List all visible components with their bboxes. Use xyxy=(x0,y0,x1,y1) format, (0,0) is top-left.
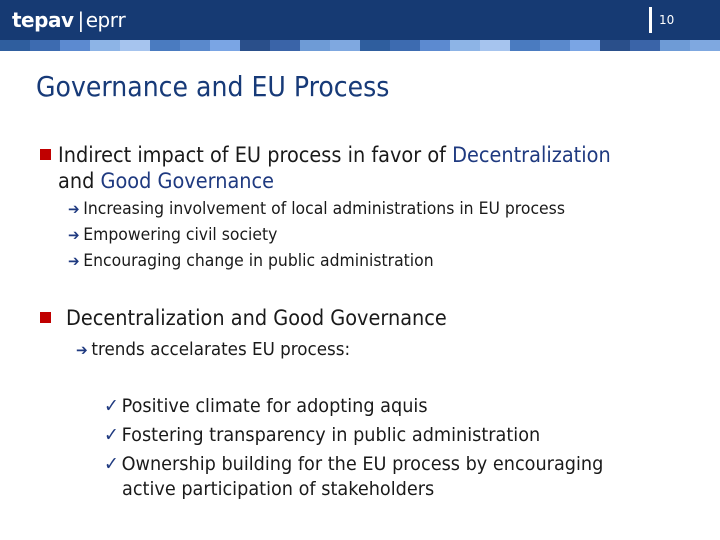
bullet-1-line-1 xyxy=(58,142,611,168)
strip-segment xyxy=(210,40,240,51)
check-item-2 xyxy=(104,422,540,448)
strip-segment xyxy=(540,40,570,51)
bullet-1-text-b: and xyxy=(58,169,101,193)
sub-item-1-text: Increasing involvement of local administrations in EU process xyxy=(83,199,565,219)
page-divider xyxy=(649,7,652,33)
strip-segment xyxy=(60,40,90,51)
strip-segment xyxy=(450,40,480,51)
logo-epr: epr xyxy=(85,8,118,32)
sub-item-3 xyxy=(68,248,434,274)
sub-item-2 xyxy=(68,222,277,248)
logo-separator: | xyxy=(77,8,84,32)
check-item-3 xyxy=(104,451,603,477)
check-item-1 xyxy=(104,393,428,419)
logo-r: r xyxy=(117,8,126,32)
bullet-2-sub xyxy=(76,337,350,363)
strip-segment xyxy=(150,40,180,51)
strip-segment xyxy=(270,40,300,51)
page-number: 10 xyxy=(659,13,675,27)
sub-item-2-text: Empowering civil society xyxy=(83,225,278,245)
slide-title: Governance and EU Process xyxy=(36,70,390,103)
strip-segment xyxy=(330,40,360,51)
bullet-1-line-2 xyxy=(58,168,274,194)
strip-segment xyxy=(570,40,600,51)
check-item-3-continued: active participation of stakeholders xyxy=(122,478,435,500)
check-item-1-text: Positive climate for adopting aquis xyxy=(121,395,428,417)
strip-segment xyxy=(300,40,330,51)
strip-segment xyxy=(690,40,720,51)
sub-item-1 xyxy=(68,196,565,222)
strip-segment xyxy=(510,40,540,51)
strip-segment xyxy=(480,40,510,51)
color-strip xyxy=(0,40,720,51)
strip-segment xyxy=(360,40,390,51)
check-item-3-text: Ownership building for the EU process by encouraging xyxy=(121,453,604,475)
logo xyxy=(12,6,125,34)
strip-segment xyxy=(90,40,120,51)
square-bullet-icon xyxy=(40,312,51,323)
arrow-right-icon: ➔ xyxy=(68,252,80,270)
strip-segment xyxy=(0,40,30,51)
strip-segment xyxy=(630,40,660,51)
sub-item-3-text: Encouraging change in public administration xyxy=(83,251,434,271)
bullet-1-highlight-a: Decentralization xyxy=(452,143,611,167)
bullet-1-text-a: Indirect impact of EU process in favor of xyxy=(58,143,453,167)
bullet-2-text: Decentralization and Good Governance xyxy=(66,306,447,330)
logo-tepav: tepav xyxy=(12,8,74,32)
strip-segment xyxy=(240,40,270,51)
strip-segment xyxy=(30,40,60,51)
strip-segment xyxy=(120,40,150,51)
check-icon: ✓ xyxy=(104,395,119,417)
bullet-2-sub-text: trends accelarates EU process: xyxy=(91,339,351,360)
arrow-right-icon: ➔ xyxy=(68,226,80,244)
strip-segment xyxy=(390,40,420,51)
strip-segment xyxy=(420,40,450,51)
check-icon: ✓ xyxy=(104,424,119,446)
strip-segment xyxy=(660,40,690,51)
check-item-2-text: Fostering transparency in public administration xyxy=(121,424,541,446)
bullet-1-highlight-b: Good Governance xyxy=(100,169,275,193)
arrow-right-icon: ➔ xyxy=(76,341,88,359)
strip-segment xyxy=(180,40,210,51)
arrow-right-icon: ➔ xyxy=(68,200,80,218)
strip-segment xyxy=(600,40,630,51)
square-bullet-icon xyxy=(40,149,51,160)
check-icon: ✓ xyxy=(104,453,119,475)
